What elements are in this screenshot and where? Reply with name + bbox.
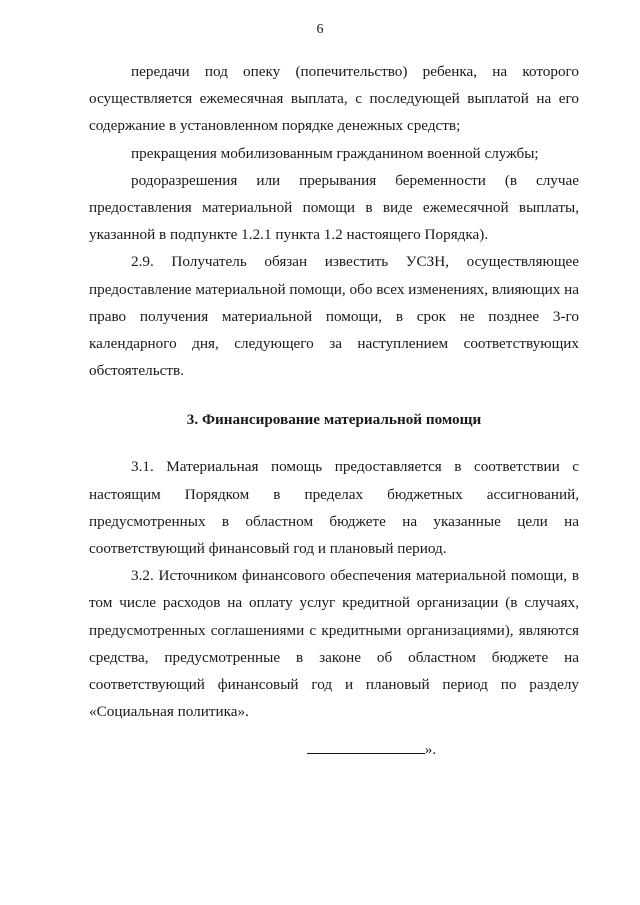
signature-blank-line [307, 737, 425, 754]
paragraph-childbirth: родоразрешения или прерывания беременности (в случае предоставления материальной помощи в виде ежемесячной выплаты, указанной в подпункте 1.2.1 пункта 1.2 настоящего Порядка). [89, 171, 579, 244]
closing-mark: ». [424, 741, 437, 759]
paragraph-2-9: 2.9. Получатель обязан известить УСЗН, осуществляющее предоставление материальной помощи, обо всех изменениях, влияющих на право получения материальной помощи, в срок не позднее 3-го календарного дня, следующего за наступлением соответствующих обстоятельств. [89, 253, 579, 380]
paragraph-3-2: 3.2. Источником финансового обеспечения материальной помощи, в том числе расходов на оплату услуг кредитной организации (в случаях, предусмотренных соглашениями с кредитными организациями), являются средства, предусмотренные в законе об областном бюджете на соответствующий финансовый год и плановый период по разделу «Социальная политика». [89, 567, 579, 721]
paragraph-guardianship: передачи под опеку (попечительство) ребенка, на которого осуществляется ежемесячная выплата, с последующей выплатой на его содержание в установленном порядке денежных средств; [89, 63, 579, 135]
paragraph-3-1: 3.1. Материальная помощь предоставляется в соответствии с настоящим Порядком в пределах бюджетных ассигнований, предусмотренных в областном бюджете на указанные цели на соответствующий финансовый год и плановый период. [89, 458, 579, 558]
section-heading: 3. Финансирование материальной помощи [186, 411, 482, 429]
page-number: 6 [316, 22, 324, 37]
document-body [89, 58, 579, 762]
paragraph-military-service: прекращения мобилизованным гражданином военной службы; [131, 144, 539, 162]
closing-line [89, 737, 579, 762]
